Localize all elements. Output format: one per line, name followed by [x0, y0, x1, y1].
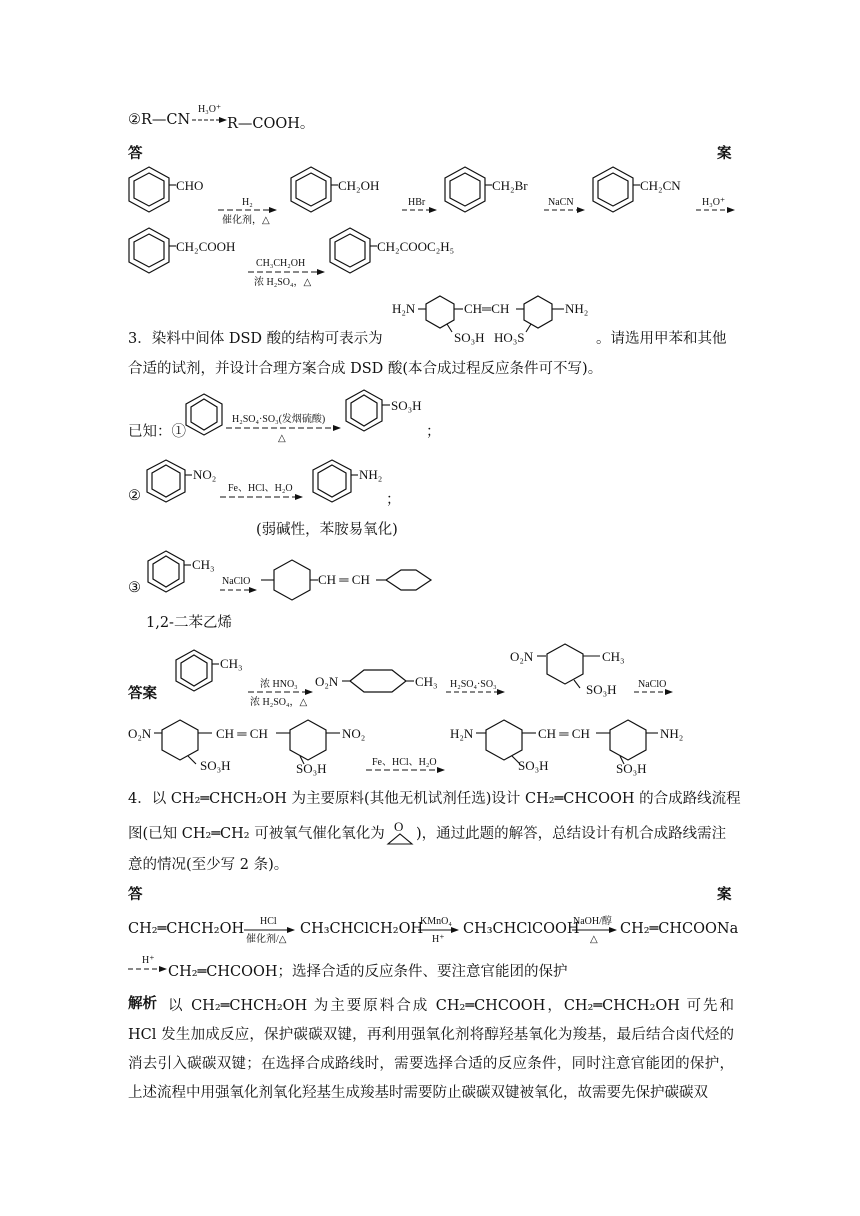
aniline — [313, 460, 382, 502]
svg-text:SO₃H: SO₃H — [586, 682, 617, 697]
svg-text:催化剂/△: 催化剂/△ — [246, 934, 287, 945]
svg-text:O: O — [394, 819, 404, 834]
p-nitrotoluene — [315, 670, 438, 692]
svg-text:CH ═ CH: CH ═ CH — [538, 726, 590, 741]
svg-text:SO₃H: SO₃H — [391, 398, 422, 413]
arrow-h3o — [696, 197, 734, 210]
svg-text:CH ═ CH: CH ═ CH — [216, 726, 268, 741]
toluene-k3 — [148, 551, 215, 592]
known1-benzene — [186, 394, 222, 435]
q4-arrow-kmno4 — [418, 916, 458, 945]
known3-arrow — [220, 576, 256, 590]
q4-stem-b: 图(已知 CH₂═CH₂ 可被氧气催化氧化为 — [128, 826, 385, 842]
svg-text:NO₂: NO₂ — [342, 726, 366, 741]
svg-text:SO₃H: SO₃H — [200, 758, 231, 773]
svg-text:Fe、HCl、H₂O: Fe、HCl、H₂O — [372, 757, 437, 768]
c5-bot: 浓 H₂SO₄，△ — [254, 277, 312, 288]
c3-top: NaCN — [548, 197, 574, 208]
stilbene-name: 1,2-二苯乙烯 — [146, 615, 232, 631]
svg-text:NH₂: NH₂ — [565, 301, 589, 316]
q3-stem-a: 3．染料中间体 DSD 酸的结构可表示为 — [128, 331, 383, 347]
q4-answer-label: 答 — [128, 887, 143, 903]
svg-text:HO₃S: HO₃S — [494, 330, 525, 345]
arrow-sulfonation — [446, 679, 504, 692]
c4-top: H₃O⁺ — [702, 197, 726, 208]
q4-stem-a: 4．以 CH₂═CHCH₂OH 为主要原料(其他无机试剂任选)设计 CH₂═CHCOOH 的合成路线流程 — [128, 791, 741, 807]
svg-text:KMnO₄: KMnO₄ — [420, 916, 452, 927]
analysis-text: 以 CH₂═CHCH₂OH 为主要原料合成 CH₂═CHCOOH，CH₂═CHCH₂OH 可先和 HCl 发生加成反应，保护碳碳双键，再利用强氧化剂将醇羟基氧化为羧基，最后结合卤代烃的消去引入碳碳双键；在选择合成路线时，需要选择合适的反应条件，同时注意官能团的保护，上述流程中用强氧化剂氧化羟基生成羧基时需要防止碳碳双键被氧化，故需要先保护碳碳双 — [128, 998, 734, 1101]
known2-arrow-fe — [220, 483, 302, 497]
q4-r5: CH₂═CHCOOH；选择合适的反应条件、要注意官能团的保护 — [168, 964, 568, 980]
svg-text:HCl: HCl — [260, 916, 277, 927]
known3-number: ③ — [128, 580, 141, 596]
c1-bot: 催化剂，△ — [222, 215, 270, 226]
benzyl-cyanide — [593, 167, 681, 212]
arrow-hbr — [402, 197, 436, 210]
ch2br-label: CH₂Br — [492, 178, 528, 193]
svg-text:CH ═ CH: CH ═ CH — [318, 572, 370, 587]
nitrotoluene-sulfonic-acid — [510, 644, 625, 697]
arrow-reduction — [366, 757, 444, 770]
q3-stem-b: 。请选用甲苯和其他 — [596, 331, 727, 347]
svg-text:H₂N: H₂N — [392, 301, 416, 316]
svg-text:NaOH/醇: NaOH/醇 — [573, 916, 612, 927]
svg-text:NO₂: NO₂ — [193, 467, 217, 482]
svg-text:H₂SO₄·SO₃(发烟硫酸): H₂SO₄·SO₃(发烟硫酸) — [232, 414, 326, 425]
c5-top: CH₃CH₂OH — [256, 258, 306, 269]
dinitrostilbene-disulfonic-acid — [128, 720, 365, 776]
svg-text:H⁺: H⁺ — [432, 934, 445, 945]
known1-arrow — [226, 412, 340, 444]
known2-arrow — [192, 104, 226, 120]
svg-text:H₂N: H₂N — [450, 726, 474, 741]
ch2cooh-label: CH₂COOH — [176, 239, 236, 254]
epoxide-structure — [388, 819, 412, 844]
svg-text:CH═CH: CH═CH — [464, 301, 510, 316]
svg-text:Fe、HCl、H₂O: Fe、HCl、H₂O — [228, 483, 293, 494]
svg-text:H⁺: H⁺ — [142, 955, 155, 966]
svg-text:NH₂: NH₂ — [359, 467, 383, 482]
known2-cond: H₃O⁺ — [198, 104, 222, 115]
svg-text:△: △ — [590, 934, 598, 945]
c1-top: H₂ — [242, 197, 253, 208]
q3-stem-c: 合适的试剂，并设计合理方案合成 DSD 酸(本合成过程反应条件可不写)。 — [128, 361, 603, 377]
svg-text:H₂SO₄·SO₃: H₂SO₄·SO₃ — [450, 679, 497, 690]
svg-text:O₂N: O₂N — [128, 726, 152, 741]
svg-text:NH₂: NH₂ — [660, 726, 684, 741]
benzaldehyde — [129, 167, 203, 212]
svg-text:SO₃H: SO₃H — [454, 330, 485, 345]
arrow-nacn — [544, 197, 584, 210]
svg-text:浓 H₂SO₄，△: 浓 H₂SO₄，△ — [250, 697, 308, 708]
benzenesulfonic-acid — [346, 390, 422, 431]
svg-text:O₂N: O₂N — [315, 674, 339, 689]
arrow-naclo — [634, 679, 672, 692]
q4-r3: CH₃CHClCOOH — [463, 921, 580, 937]
q4-stem-b2: )，通过此题的解答，总结设计有机合成路线需注 — [416, 826, 727, 842]
benzyl-bromide — [445, 167, 528, 212]
q4-r4: CH₂═CHCOONa — [620, 921, 739, 937]
cho-label: CHO — [176, 178, 204, 193]
svg-text:CH₃: CH₃ — [415, 674, 438, 689]
known2-note: (弱碱性，苯胺易氧化) — [256, 522, 398, 538]
benzyl-alcohol — [291, 167, 379, 212]
ch2cn-label: CH₂CN — [640, 178, 681, 193]
svg-text:CH₃: CH₃ — [192, 557, 215, 572]
svg-text:NaClO: NaClO — [638, 679, 667, 690]
dsd-acid-structure — [392, 296, 588, 345]
c2-top: HBr — [408, 197, 426, 208]
svg-text:SO₃H: SO₃H — [616, 761, 647, 776]
ethyl-phenylacetate — [330, 228, 454, 273]
q3-answer-label: 答案 — [128, 686, 157, 702]
answer-label-right: 案 — [717, 146, 732, 162]
semi-2: ； — [386, 492, 401, 508]
arrow-h2 — [218, 197, 276, 226]
q4-arrow-hcl — [244, 916, 294, 945]
q4-answer-label-right: 案 — [717, 887, 732, 903]
svg-text:SO₃H: SO₃H — [518, 758, 549, 773]
svg-text:SO₃H: SO₃H — [296, 761, 327, 776]
toluene-answer — [176, 650, 243, 691]
known2-number: ② — [128, 488, 141, 504]
dsd-acid-answer — [450, 720, 683, 776]
arrow-nitration — [248, 677, 312, 708]
analysis-label: 解析 — [128, 996, 157, 1012]
phenylacetic-acid — [129, 228, 235, 273]
svg-text:△: △ — [278, 433, 286, 444]
ch2oh-label: CH₂OH — [338, 178, 380, 193]
svg-text:浓 HNO₃: 浓 HNO₃ — [260, 679, 298, 690]
ester-label: CH₂COOC₂H₅ — [377, 239, 455, 254]
q4-stem-c: 意的情况(至少写 2 条)。 — [128, 857, 289, 873]
known2-product: R—COOH。 — [227, 116, 315, 132]
svg-text:CH₃: CH₃ — [220, 656, 243, 671]
nitrobenzene — [147, 460, 216, 502]
known-lead: 已知：① — [128, 424, 186, 440]
known2-reactant: ②R—CN — [128, 112, 191, 128]
q4-r2: CH₃CHClCH₂OH — [300, 921, 424, 937]
arrow-esterify — [248, 258, 324, 288]
q4-arrow-h — [128, 955, 166, 969]
q4-r1: CH₂═CHCH₂OH — [128, 921, 245, 937]
svg-text:NaClO: NaClO — [222, 576, 251, 587]
svg-text:O₂N: O₂N — [510, 649, 534, 664]
semi-1: ； — [426, 424, 441, 440]
answer-label: 答 — [128, 146, 143, 162]
stilbene — [261, 560, 431, 600]
svg-text:CH₃: CH₃ — [602, 649, 625, 664]
